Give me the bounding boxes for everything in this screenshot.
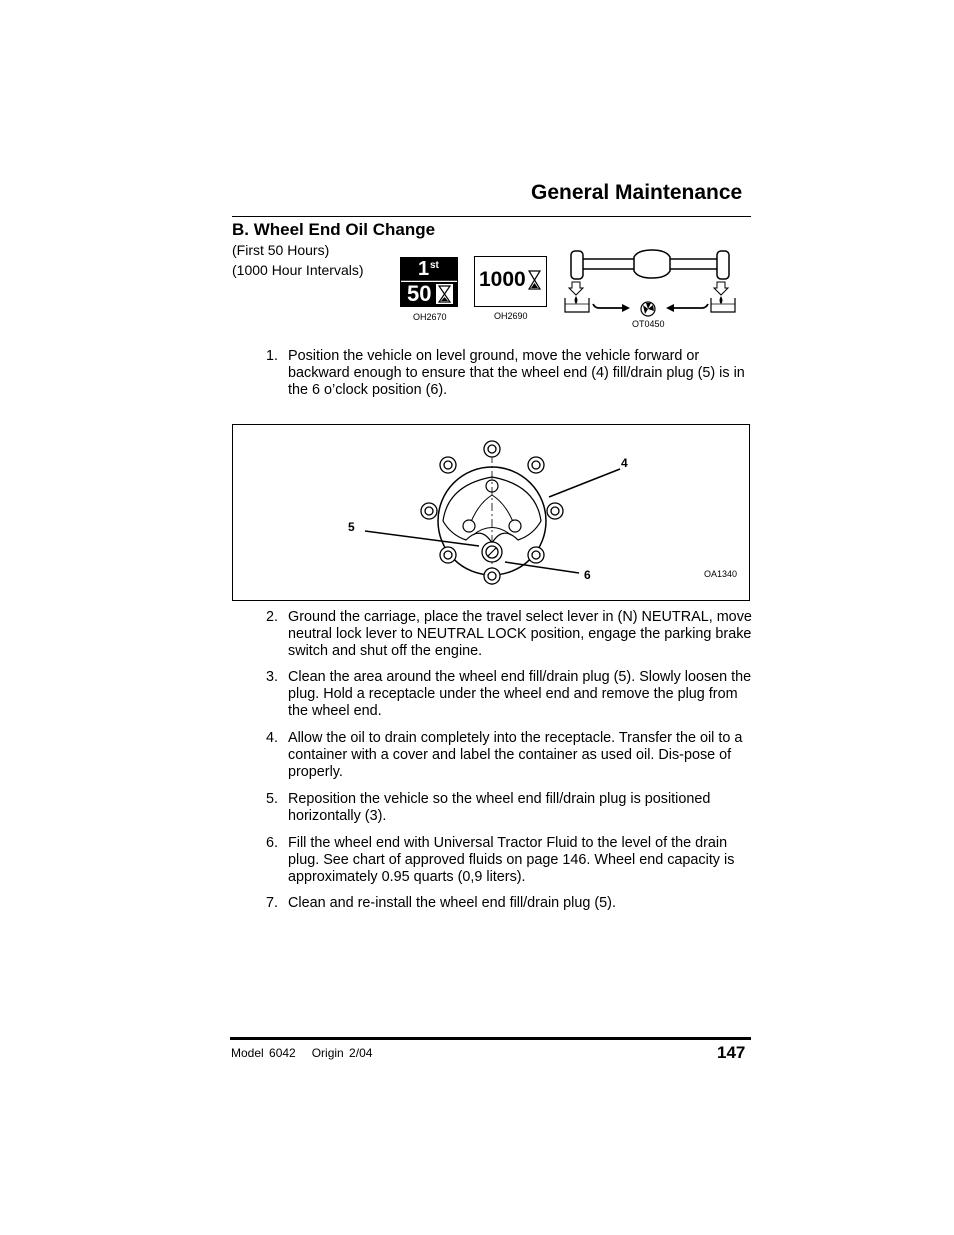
first-interval-text: (First 50 Hours) xyxy=(232,242,330,258)
step-1-number: 1. xyxy=(266,348,279,364)
step-1-text: Position the vehicle on level ground, move the vehicle forward or backward enough to ensure that the wheel end (4) fill/drain plug (5) is in the 6 o’clock position (6). xyxy=(288,348,745,398)
step-5 xyxy=(266,791,752,825)
drain-fill-icon-caption: OT0450 xyxy=(632,319,665,329)
step-5-number: 5. xyxy=(266,791,279,807)
interval-service-icon-caption: OH2690 xyxy=(494,311,528,321)
wheel-end-illustration xyxy=(233,425,749,600)
step-7-text: Clean and re-install the wheel end fill/drain plug (5). xyxy=(288,895,616,911)
step-6-number: 6. xyxy=(266,835,279,851)
callout-6-position: 6 xyxy=(584,568,591,582)
step-7 xyxy=(266,895,752,912)
step-3-number: 3. xyxy=(266,669,279,685)
page-header-title: General Maintenance xyxy=(531,181,743,204)
section-title: B. Wheel End Oil Change xyxy=(232,220,436,239)
recurring-interval-text: (1000 Hour Intervals) xyxy=(232,262,364,278)
header-rule xyxy=(232,216,751,217)
first-service-ordinal: 1 xyxy=(418,258,430,280)
callout-5-plug: 5 xyxy=(348,520,355,534)
step-2 xyxy=(266,609,752,660)
step-1 xyxy=(266,348,752,399)
step-4-text: Allow the oil to drain completely into the receptacle. Transfer the oil to a container with a cover and label the container as used oil. Dis-pose of properly. xyxy=(288,730,743,780)
step-2-number: 2. xyxy=(266,609,279,625)
step-6 xyxy=(266,835,752,886)
footer-rule xyxy=(230,1037,751,1040)
first-service-hour-icon xyxy=(400,257,458,307)
figure-caption: OA1340 xyxy=(704,569,738,579)
first-service-ordinal-suffix: st xyxy=(430,260,439,271)
step-6-text: Fill the wheel end with Universal Tractor Fluid to the level of the drain plug. See chart of approved fluids on page 146. Wheel end capacity is approximately 0.95 quarts (0,9 liters). xyxy=(288,835,735,885)
interval-service-hours: 1000 xyxy=(479,268,526,291)
wheel-end-figure xyxy=(232,424,750,601)
step-2-text: Ground the carriage, place the travel select lever in (N) NEUTRAL, move neutral lock lever to NEUTRAL LOCK position, engage the parking brake switch and shut off the engine. xyxy=(288,609,752,659)
step-4-number: 4. xyxy=(266,730,279,746)
step-4 xyxy=(266,730,752,781)
callout-4-wheel-end: 4 xyxy=(621,456,628,470)
step-5-text: Reposition the vehicle so the wheel end fill/drain plug is positioned horizontally (3). xyxy=(288,791,711,824)
interval-service-hour-icon xyxy=(474,256,547,307)
step-3-text: Clean the area around the wheel end fill/drain plug (5). Slowly loosen the plug. Hold a receptacle under the wheel end and remove the plug from the wheel end. xyxy=(288,669,752,719)
first-service-icon-caption: OH2670 xyxy=(413,312,447,322)
page-number: 147 xyxy=(717,1043,746,1062)
footer-model-origin: Model 6042 Origin 2/04 xyxy=(231,1046,373,1060)
drain-fill-axle-icon xyxy=(562,248,738,318)
first-service-hours: 50 xyxy=(407,281,432,306)
step-7-number: 7. xyxy=(266,895,279,911)
step-3 xyxy=(266,669,752,720)
